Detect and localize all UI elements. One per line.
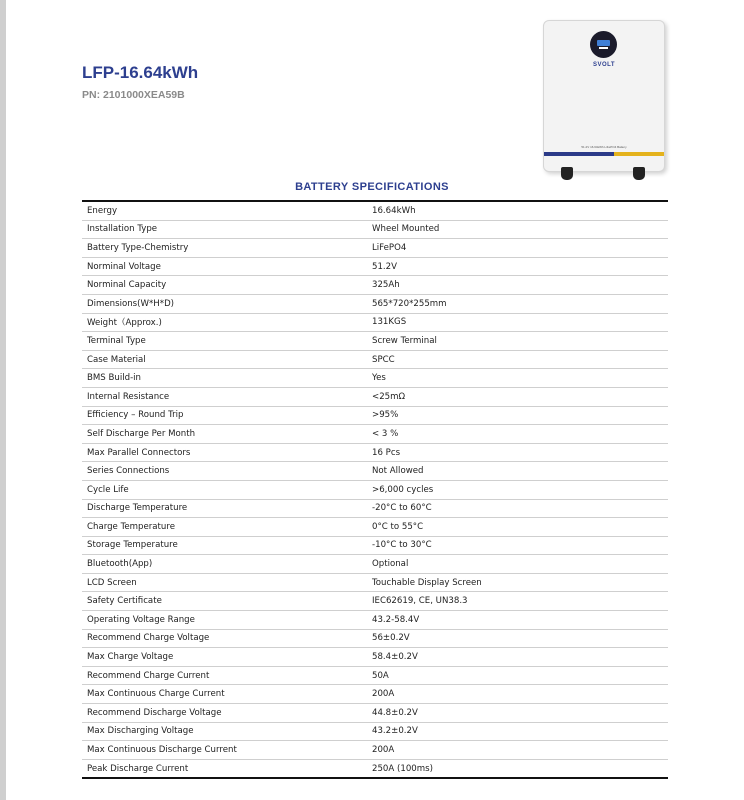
spec-label: Safety Certificate — [82, 592, 367, 611]
spec-value: >95% — [367, 406, 668, 425]
spec-label: BMS Build-in — [82, 369, 367, 388]
page-edge — [0, 0, 6, 800]
spec-table — [82, 200, 668, 779]
table-row — [82, 666, 668, 685]
table-row — [82, 592, 668, 611]
spec-label: Bluetooth(App) — [82, 555, 367, 574]
table-row — [82, 555, 668, 574]
table-row — [82, 629, 668, 648]
spec-label: Energy — [82, 201, 367, 220]
spec-value: 44.8±0.2V — [367, 704, 668, 723]
spec-label: Operating Voltage Range — [82, 611, 367, 630]
battery-stripe-yellow — [614, 152, 664, 156]
spec-label: Max Continuous Discharge Current — [82, 741, 367, 760]
spec-label: Weight（Approx.) — [82, 313, 367, 332]
part-number: PN: 2101000XEA59B — [82, 89, 185, 101]
spec-label: Internal Resistance — [82, 387, 367, 406]
spec-value: Touchable Display Screen — [367, 573, 668, 592]
table-row — [82, 499, 668, 518]
table-row — [82, 313, 668, 332]
spec-value: Not Allowed — [367, 462, 668, 481]
table-row — [82, 425, 668, 444]
spec-label: Recommend Discharge Voltage — [82, 704, 367, 723]
table-row — [82, 648, 668, 667]
spec-value: SPCC — [367, 350, 668, 369]
table-row — [82, 443, 668, 462]
spec-label: Dimensions(W*H*D) — [82, 294, 367, 313]
spec-value: 131KGS — [367, 313, 668, 332]
table-row — [82, 685, 668, 704]
wheel-right-icon — [633, 167, 645, 180]
spec-label: Series Connections — [82, 462, 367, 481]
spec-label: Max Discharging Voltage — [82, 722, 367, 741]
table-row — [82, 332, 668, 351]
spec-value: 51.2V — [367, 257, 668, 276]
spec-value: LiFePO4 — [367, 239, 668, 258]
spec-label: Max Charge Voltage — [82, 648, 367, 667]
spec-value: 43.2±0.2V — [367, 722, 668, 741]
spec-value: Optional — [367, 555, 668, 574]
section-title: BATTERY SPECIFICATIONS — [295, 181, 449, 193]
spec-label: Recommend Charge Voltage — [82, 629, 367, 648]
spec-value: <25mΩ — [367, 387, 668, 406]
table-row — [82, 276, 668, 295]
table-row — [82, 220, 668, 239]
spec-value: < 3 % — [367, 425, 668, 444]
spec-value: 56±0.2V — [367, 629, 668, 648]
spec-label: Discharge Temperature — [82, 499, 367, 518]
spec-value: 250A (100ms) — [367, 759, 668, 778]
table-row — [82, 741, 668, 760]
table-row — [82, 294, 668, 313]
spec-value: IEC62619, CE, UN38.3 — [367, 592, 668, 611]
spec-value: 16 Pcs — [367, 443, 668, 462]
table-row — [82, 239, 668, 258]
spec-value: 325Ah — [367, 276, 668, 295]
wheel-left-icon — [561, 167, 573, 180]
table-row — [82, 406, 668, 425]
spec-value: 0°C to 55°C — [367, 518, 668, 537]
spec-value: >6,000 cycles — [367, 480, 668, 499]
spec-value: -10°C to 30°C — [367, 536, 668, 555]
table-row — [82, 704, 668, 723]
spec-label: Case Material — [82, 350, 367, 369]
spec-value: 200A — [367, 685, 668, 704]
battery-stripe-blue — [544, 152, 614, 156]
table-row — [82, 350, 668, 369]
spec-label: Norminal Voltage — [82, 257, 367, 276]
spec-label: Max Continuous Charge Current — [82, 685, 367, 704]
spec-label: Max Parallel Connectors — [82, 443, 367, 462]
spec-label: Peak Discharge Current — [82, 759, 367, 778]
spec-value: -20°C to 60°C — [367, 499, 668, 518]
spec-value: 50A — [367, 666, 668, 685]
table-row — [82, 722, 668, 741]
product-title: LFP-16.64kWh — [82, 63, 199, 82]
spec-label: Charge Temperature — [82, 518, 367, 537]
spec-label: Cycle Life — [82, 480, 367, 499]
table-row — [82, 462, 668, 481]
table-row — [82, 536, 668, 555]
table-row — [82, 387, 668, 406]
table-row — [82, 369, 668, 388]
spec-value: 43.2-58.4V — [367, 611, 668, 630]
spec-label: Self Discharge Per Month — [82, 425, 367, 444]
table-row — [82, 201, 668, 220]
table-row — [82, 480, 668, 499]
spec-label: Recommend Charge Current — [82, 666, 367, 685]
battery-brand: SVOLT — [592, 62, 616, 68]
battery-label: 51.2V 16.64kWh LiFePO4 Battery — [581, 145, 627, 149]
table-row — [82, 518, 668, 537]
spec-value: Wheel Mounted — [367, 220, 668, 239]
spec-label: Battery Type-Chemistry — [82, 239, 367, 258]
spec-label: Norminal Capacity — [82, 276, 367, 295]
battery-product-image — [543, 20, 665, 172]
table-row — [82, 257, 668, 276]
spec-label: Terminal Type — [82, 332, 367, 351]
spec-label: Installation Type — [82, 220, 367, 239]
spec-value: 58.4±0.2V — [367, 648, 668, 667]
table-row — [82, 759, 668, 778]
spec-value: Yes — [367, 369, 668, 388]
spec-value: 200A — [367, 741, 668, 760]
spec-value: 565*720*255mm — [367, 294, 668, 313]
spec-value: Screw Terminal — [367, 332, 668, 351]
spec-label: LCD Screen — [82, 573, 367, 592]
spec-value: 16.64kWh — [367, 201, 668, 220]
spec-label: Storage Temperature — [82, 536, 367, 555]
screen-logo-icon — [596, 39, 611, 50]
table-row — [82, 573, 668, 592]
battery-display-icon — [590, 31, 617, 58]
table-row — [82, 611, 668, 630]
spec-label: Efficiency – Round Trip — [82, 406, 367, 425]
